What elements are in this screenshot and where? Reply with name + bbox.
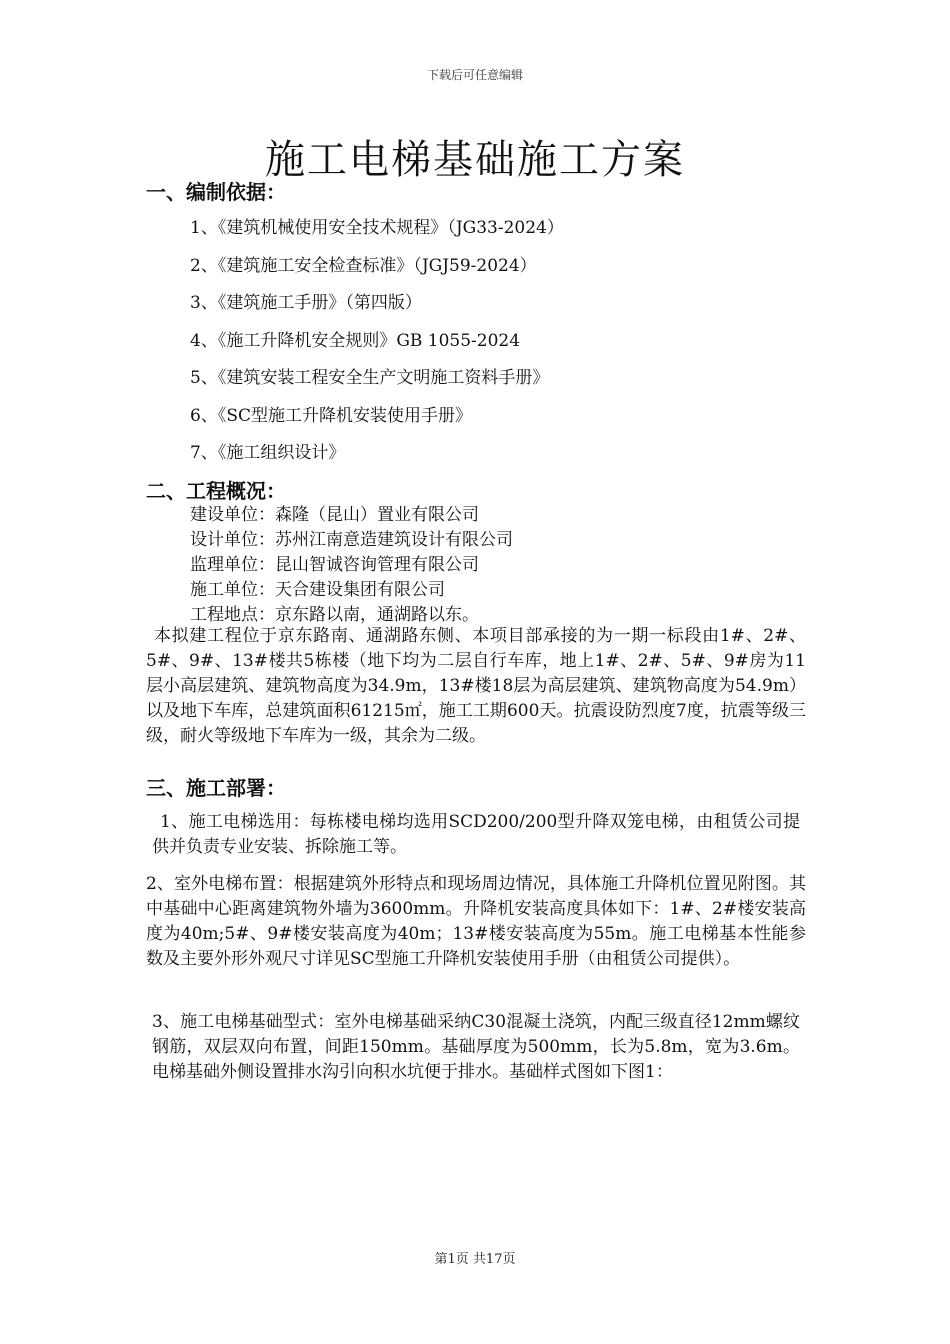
reference-item: 2、《建筑施工安全检查标准》（JGJ59-2024） <box>190 256 537 276</box>
section-heading-3: 三、施工部署： <box>146 776 286 800</box>
reference-item: 3、《建筑施工手册》（第四版） <box>190 293 422 313</box>
deployment-paragraph-3: 3、施工电梯基础型式：室外电梯基础采纳C30混凝土浇筑，内配三级直径12mm螺纹钢筋，双层双向布置，间距150mm。基础厚度为500mm，长为5.8m，宽为3.6m。电梯基础外侧设置排水沟引向积水坑便于排水。基础样式图如下图1： <box>152 1012 800 1082</box>
document-title: 施工电梯基础施工方案 <box>265 137 685 183</box>
page-header: 下载后可任意编辑 <box>426 68 523 82</box>
project-overview-paragraph: 本拟建工程位于京东路南、通湖路东侧、本项目部承接的为一期一标段由1#、2#、5#、9#、13#楼共5栋楼（地下均为二层自行车库，地上1#、2#、5#、9#房为11层小高层建筑、建筑物高度为34.9m，13#楼18层为高层建筑、建筑物高度为54.9m）以及地下车库，总建筑面积61215㎡，施工工期600天。抗震设防烈度7度，抗震等级三级，耐火等级地下车库为一级，其余为二级。 <box>146 626 806 746</box>
project-info-line: 施工单位：天合建设集团有限公司 <box>190 580 445 600</box>
reference-item: 1、《建筑机械使用安全技术规程》（JG33-2024） <box>190 218 564 238</box>
project-info-line: 设计单位：苏州江南意造建筑设计有限公司 <box>190 530 513 550</box>
deployment-paragraph-1: 1、施工电梯选用：每栋楼电梯均选用SCD200/200型升降双笼电梯，由租赁公司提供并负责专业安装、拆除施工等。 <box>152 812 800 857</box>
project-info-line: 工程地点：京东路以南，通湖路以东。 <box>190 605 479 625</box>
project-info-line: 建设单位：森隆（昆山）置业有限公司 <box>190 505 479 525</box>
page-footer: 第1页 共17页 <box>434 1252 516 1267</box>
project-info-line: 监理单位：昆山智诚咨询管理有限公司 <box>190 555 479 575</box>
reference-item: 4、《施工升降机安全规则》GB 1055-2024 <box>190 331 521 351</box>
reference-item: 6、《SC型施工升降机安装使用手册》 <box>190 406 472 426</box>
deployment-paragraph-2: 2、室外电梯布置：根据建筑外形特点和现场周边情况，具体施工升降机位置见附图。其中基础中心距离建筑物外墙为3600mm。升降机安装高度具体如下：1#、2#楼安装高度为40m;5#、9#楼安装高度为40m；13#楼安装高度为55m。施工电梯基本性能参数及主要外形外观尺寸详见SC型施工升降机安装使用手册（由租赁公司提供）。 <box>146 874 806 969</box>
reference-item: 7、《施工组织设计》 <box>190 443 346 463</box>
section-heading-1: 一、编制依据： <box>146 180 286 204</box>
section-heading-2: 二、工程概况： <box>146 479 286 503</box>
reference-item: 5、《建筑安装工程安全生产文明施工资料手册》 <box>190 368 550 388</box>
